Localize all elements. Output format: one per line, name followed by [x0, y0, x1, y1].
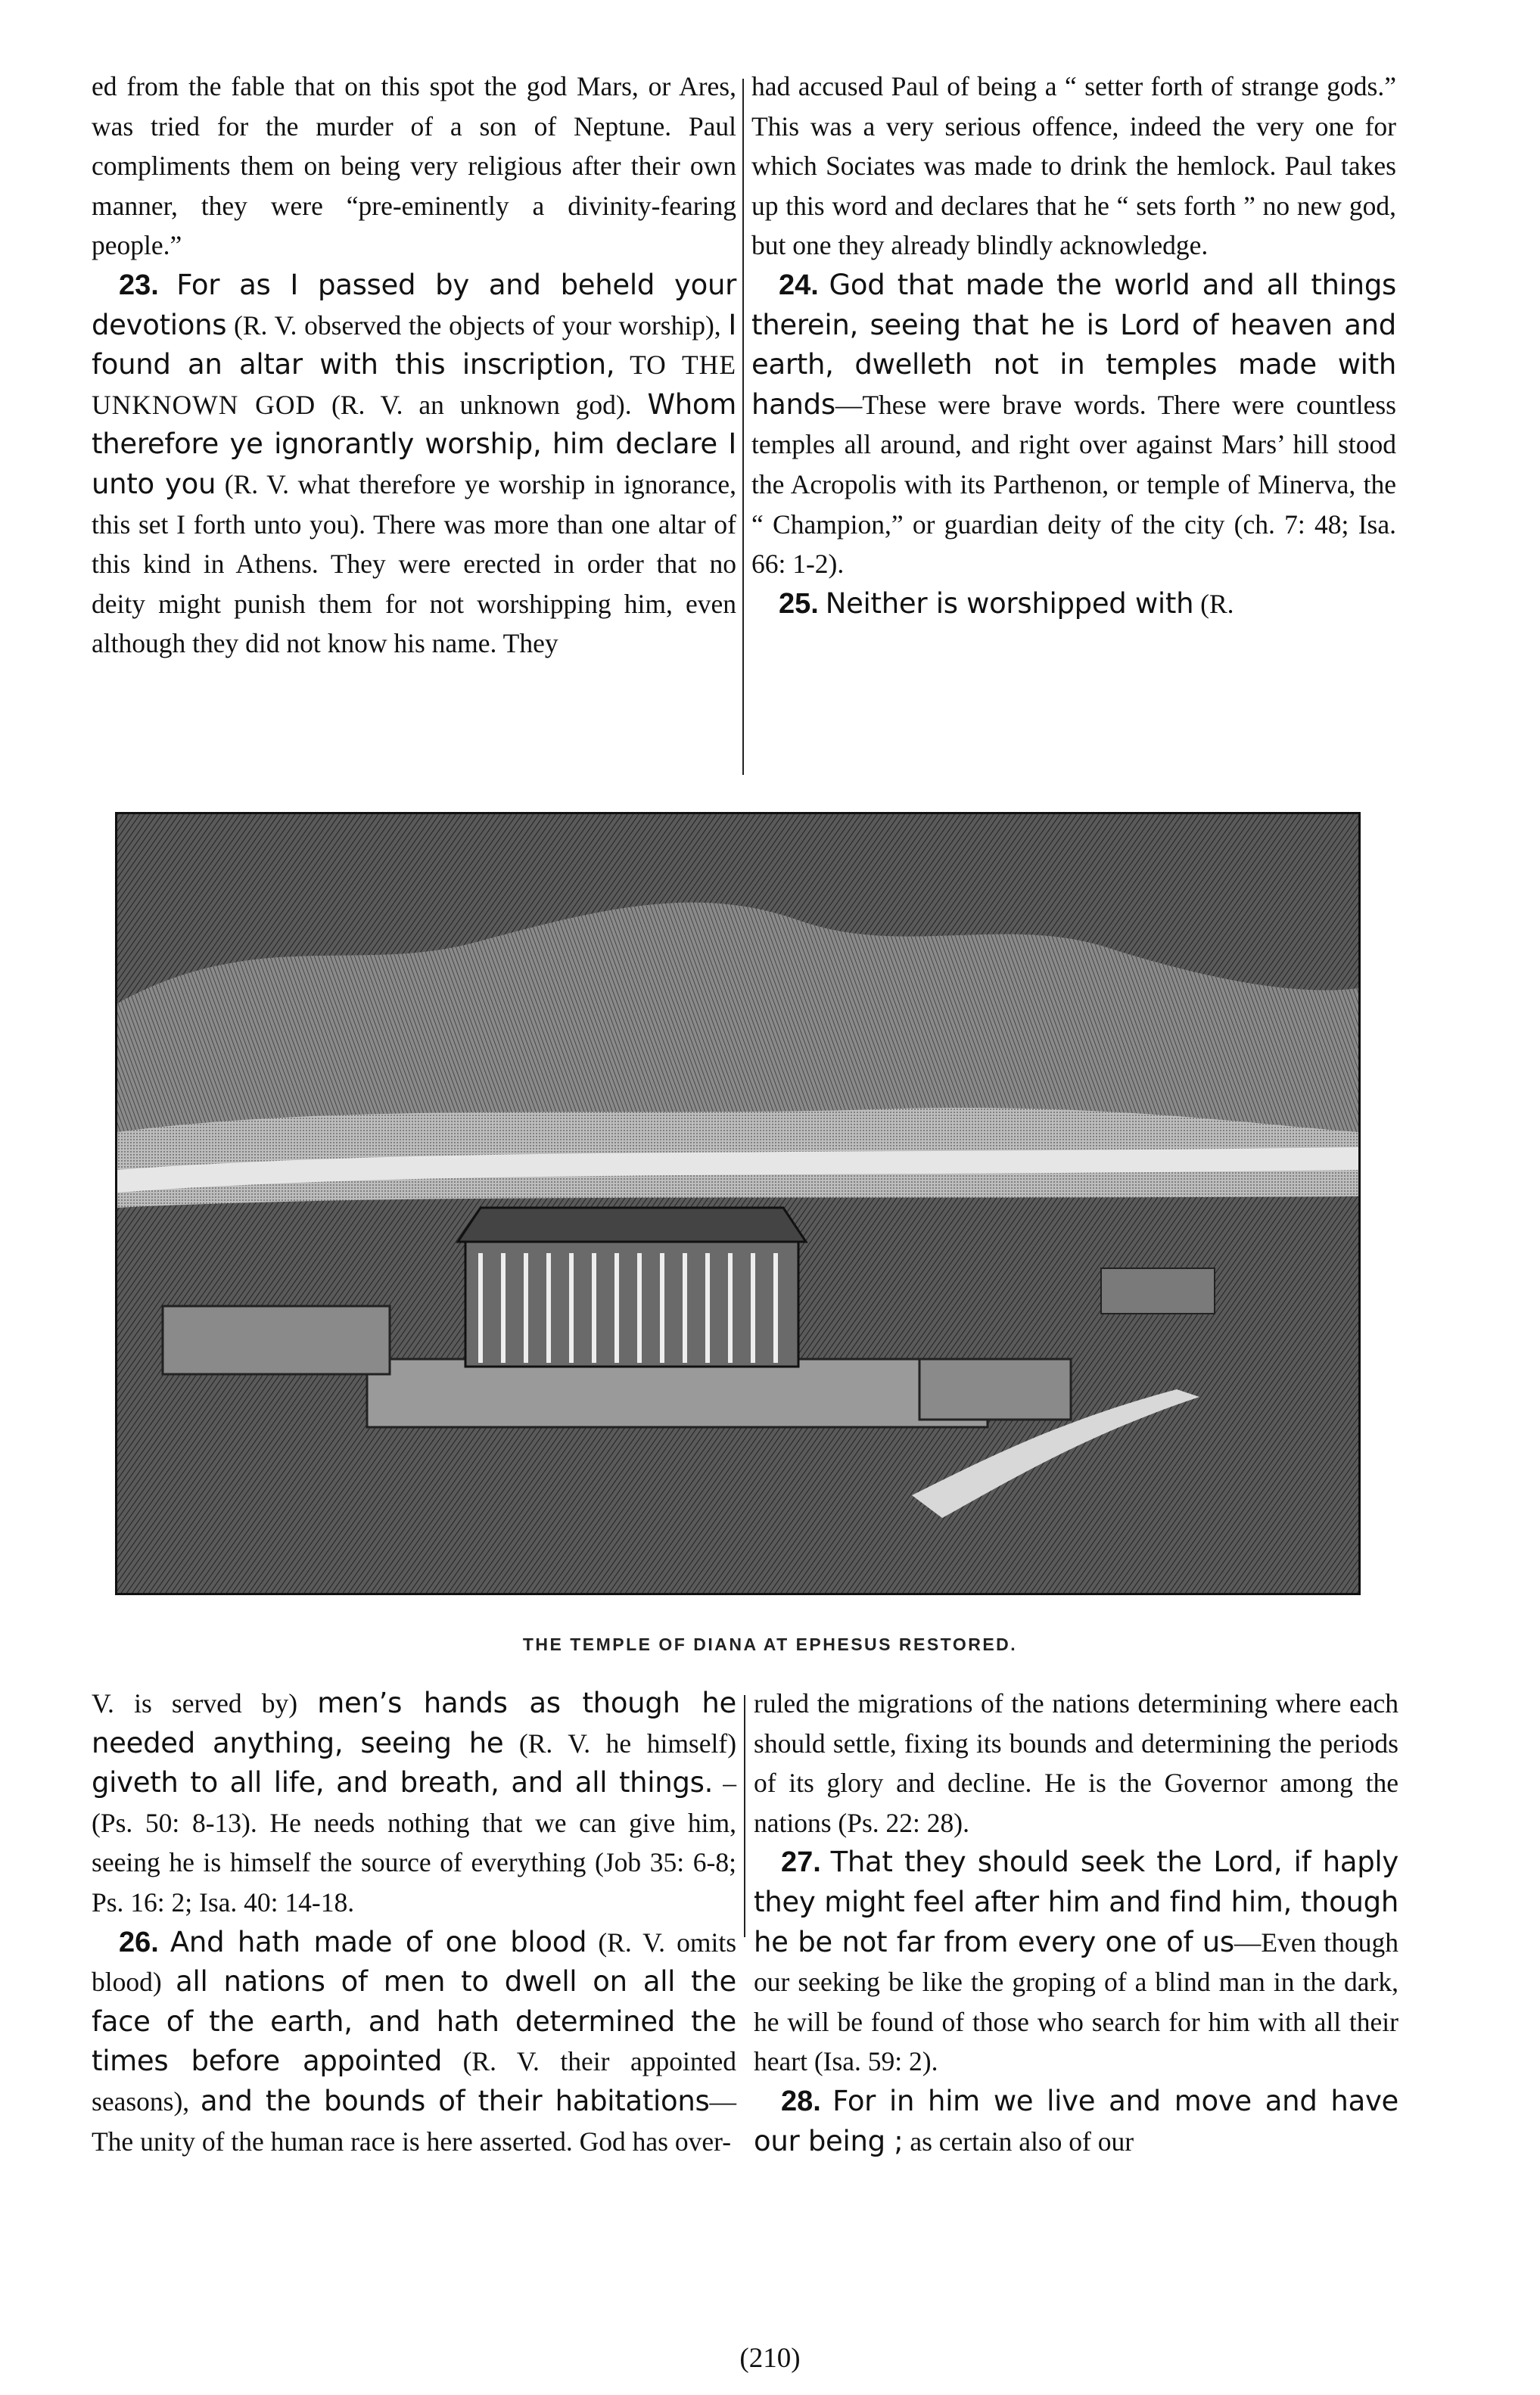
page-number: (210): [739, 2343, 801, 2374]
commentary: –(Ps. 50: 8-13). He needs nothing that we can give him, seeing he is himself the source of everything (Job 35: 6-8; Ps. 16: 2; Isa. 40: 14-18.: [92, 1768, 736, 1918]
verse-text: men’s hands as though he needed anything, seeing he: [92, 1687, 737, 1759]
column-divider: [744, 1695, 745, 1937]
revised-version-note: (R. V. their appointed seasons),: [92, 2046, 737, 2117]
verse-text: For in him we live and move and have our being ;: [754, 2084, 1399, 2157]
verse-number: 28.: [781, 2085, 821, 2117]
verse-text: God that made the world and all things therein, seeing that he is Lord of heaven and earth, dwelleth not in temples made with hands: [751, 268, 1396, 421]
paragraph: had accused Paul of being a “ setter forth of strange gods.” This was a very serious offence, indeed the very one for which Sociates was made to drink the hemlock. Paul takes up this word and declares that he “ sets forth ” no new god, but one they already blindly acknowledge.: [751, 71, 1396, 261]
column-divider: [742, 79, 744, 775]
bottom-left-column: [92, 1684, 736, 2161]
temple-platform: [367, 1359, 988, 1427]
verse-number: 25.: [779, 587, 819, 620]
commentary: —Even though our seeking be like the groping of a blind man in the dark, he will be found of those who search for him with all their heart (Isa. 59: 2).: [754, 1927, 1398, 2077]
verse-24: [751, 266, 1396, 584]
verse-text: giveth to all life, and breath, and all things.: [92, 1766, 714, 1799]
revised-version-note: (R. V. an unknown god).: [331, 389, 632, 420]
distant-building: [1101, 1268, 1215, 1314]
inscription: TO THE UNKNOWN GOD: [92, 350, 736, 420]
right-stoa: [919, 1359, 1071, 1420]
revised-version-note: (R. V. he himself): [518, 1728, 737, 1759]
verse-28: [754, 2082, 1398, 2161]
verse-23: [92, 266, 736, 664]
verse-number: 27.: [781, 1846, 821, 1879]
revised-version-note: (R. V. omits blood): [92, 1927, 737, 1998]
paragraph: ed from the fable that on this spot the god Mars, or Ares, was tried for the murder of a son of Neptune. Paul compliments them on being very religious after their own manner, they were “pre-eminently a divinity-fearing people.”: [92, 71, 736, 261]
temple-roof: [458, 1208, 806, 1242]
commentary: —The unity of the human race is here asserted. God has over-: [92, 2086, 736, 2157]
temple-illustration: [117, 814, 1358, 1593]
verse-text: Whom therefore ye ignorantly worship, him declare I unto you: [92, 387, 736, 500]
verse-number: 23.: [119, 269, 159, 301]
top-right-column: [751, 67, 1396, 624]
verse-25: [751, 584, 1396, 624]
revised-version-note: (R. V. observed the objects of your worship),: [234, 309, 721, 341]
commentary: (R. V. what therefore ye worship in ignorance, this set I forth unto you). There was more than one altar of this kind in Athens. They were erected in order that no deity might punish them for not worshipping him, even although they did not know his name. They: [92, 468, 737, 659]
temple-body: [465, 1238, 798, 1367]
commentary: —These were brave words. There were countless temples all around, and right over against Mars’ hill stood the Acropolis with its Parthenon, or temple of Minerva, the “ Champion,” or guardian deity of the city (ch. 7: 48; Isa. 66: 1-2).: [751, 389, 1396, 580]
bottom-right-column: [754, 1684, 1398, 2161]
left-stoa: [163, 1306, 390, 1374]
revised-version-note: (R.: [1200, 588, 1234, 619]
verse-number: 24.: [779, 269, 819, 301]
verse-text: That they should seek the Lord, if haply they might feel after him and find him, though he be not far from every one of us: [754, 1846, 1398, 1958]
verse-text: I found an altar with this inscription,: [92, 308, 737, 381]
verse-text: Neither is worshipped with: [825, 586, 1194, 620]
verse-text: all nations of men to dwell on all the face of the earth, and hath determined the times before appointed: [92, 1965, 736, 2078]
paragraph: [92, 1684, 736, 1923]
verse-text: And hath made of one blood: [170, 1925, 587, 1958]
revised-version-note: V. is served by): [92, 1688, 298, 1718]
figure-caption: THE TEMPLE OF DIANA AT EPHESUS RESTORED.: [522, 1635, 1018, 1654]
commentary: as certain also of our: [910, 2126, 1134, 2157]
temple-engraving: [115, 812, 1361, 1595]
paragraph: ruled the migrations of the nations determining where each should settle, fixing its bounds and determining the periods of its glory and decline. He is the Governor among the nations (Ps. 22: 28).: [754, 1688, 1398, 1838]
verse-text: For as I passed by and beheld your devotions: [92, 268, 737, 341]
top-left-column: [92, 67, 736, 664]
verse-27: [754, 1843, 1398, 2082]
verse-number: 26.: [119, 1926, 159, 1958]
verse-text: and the bounds of their habitations: [200, 2084, 710, 2117]
verse-26: [92, 1923, 736, 2162]
